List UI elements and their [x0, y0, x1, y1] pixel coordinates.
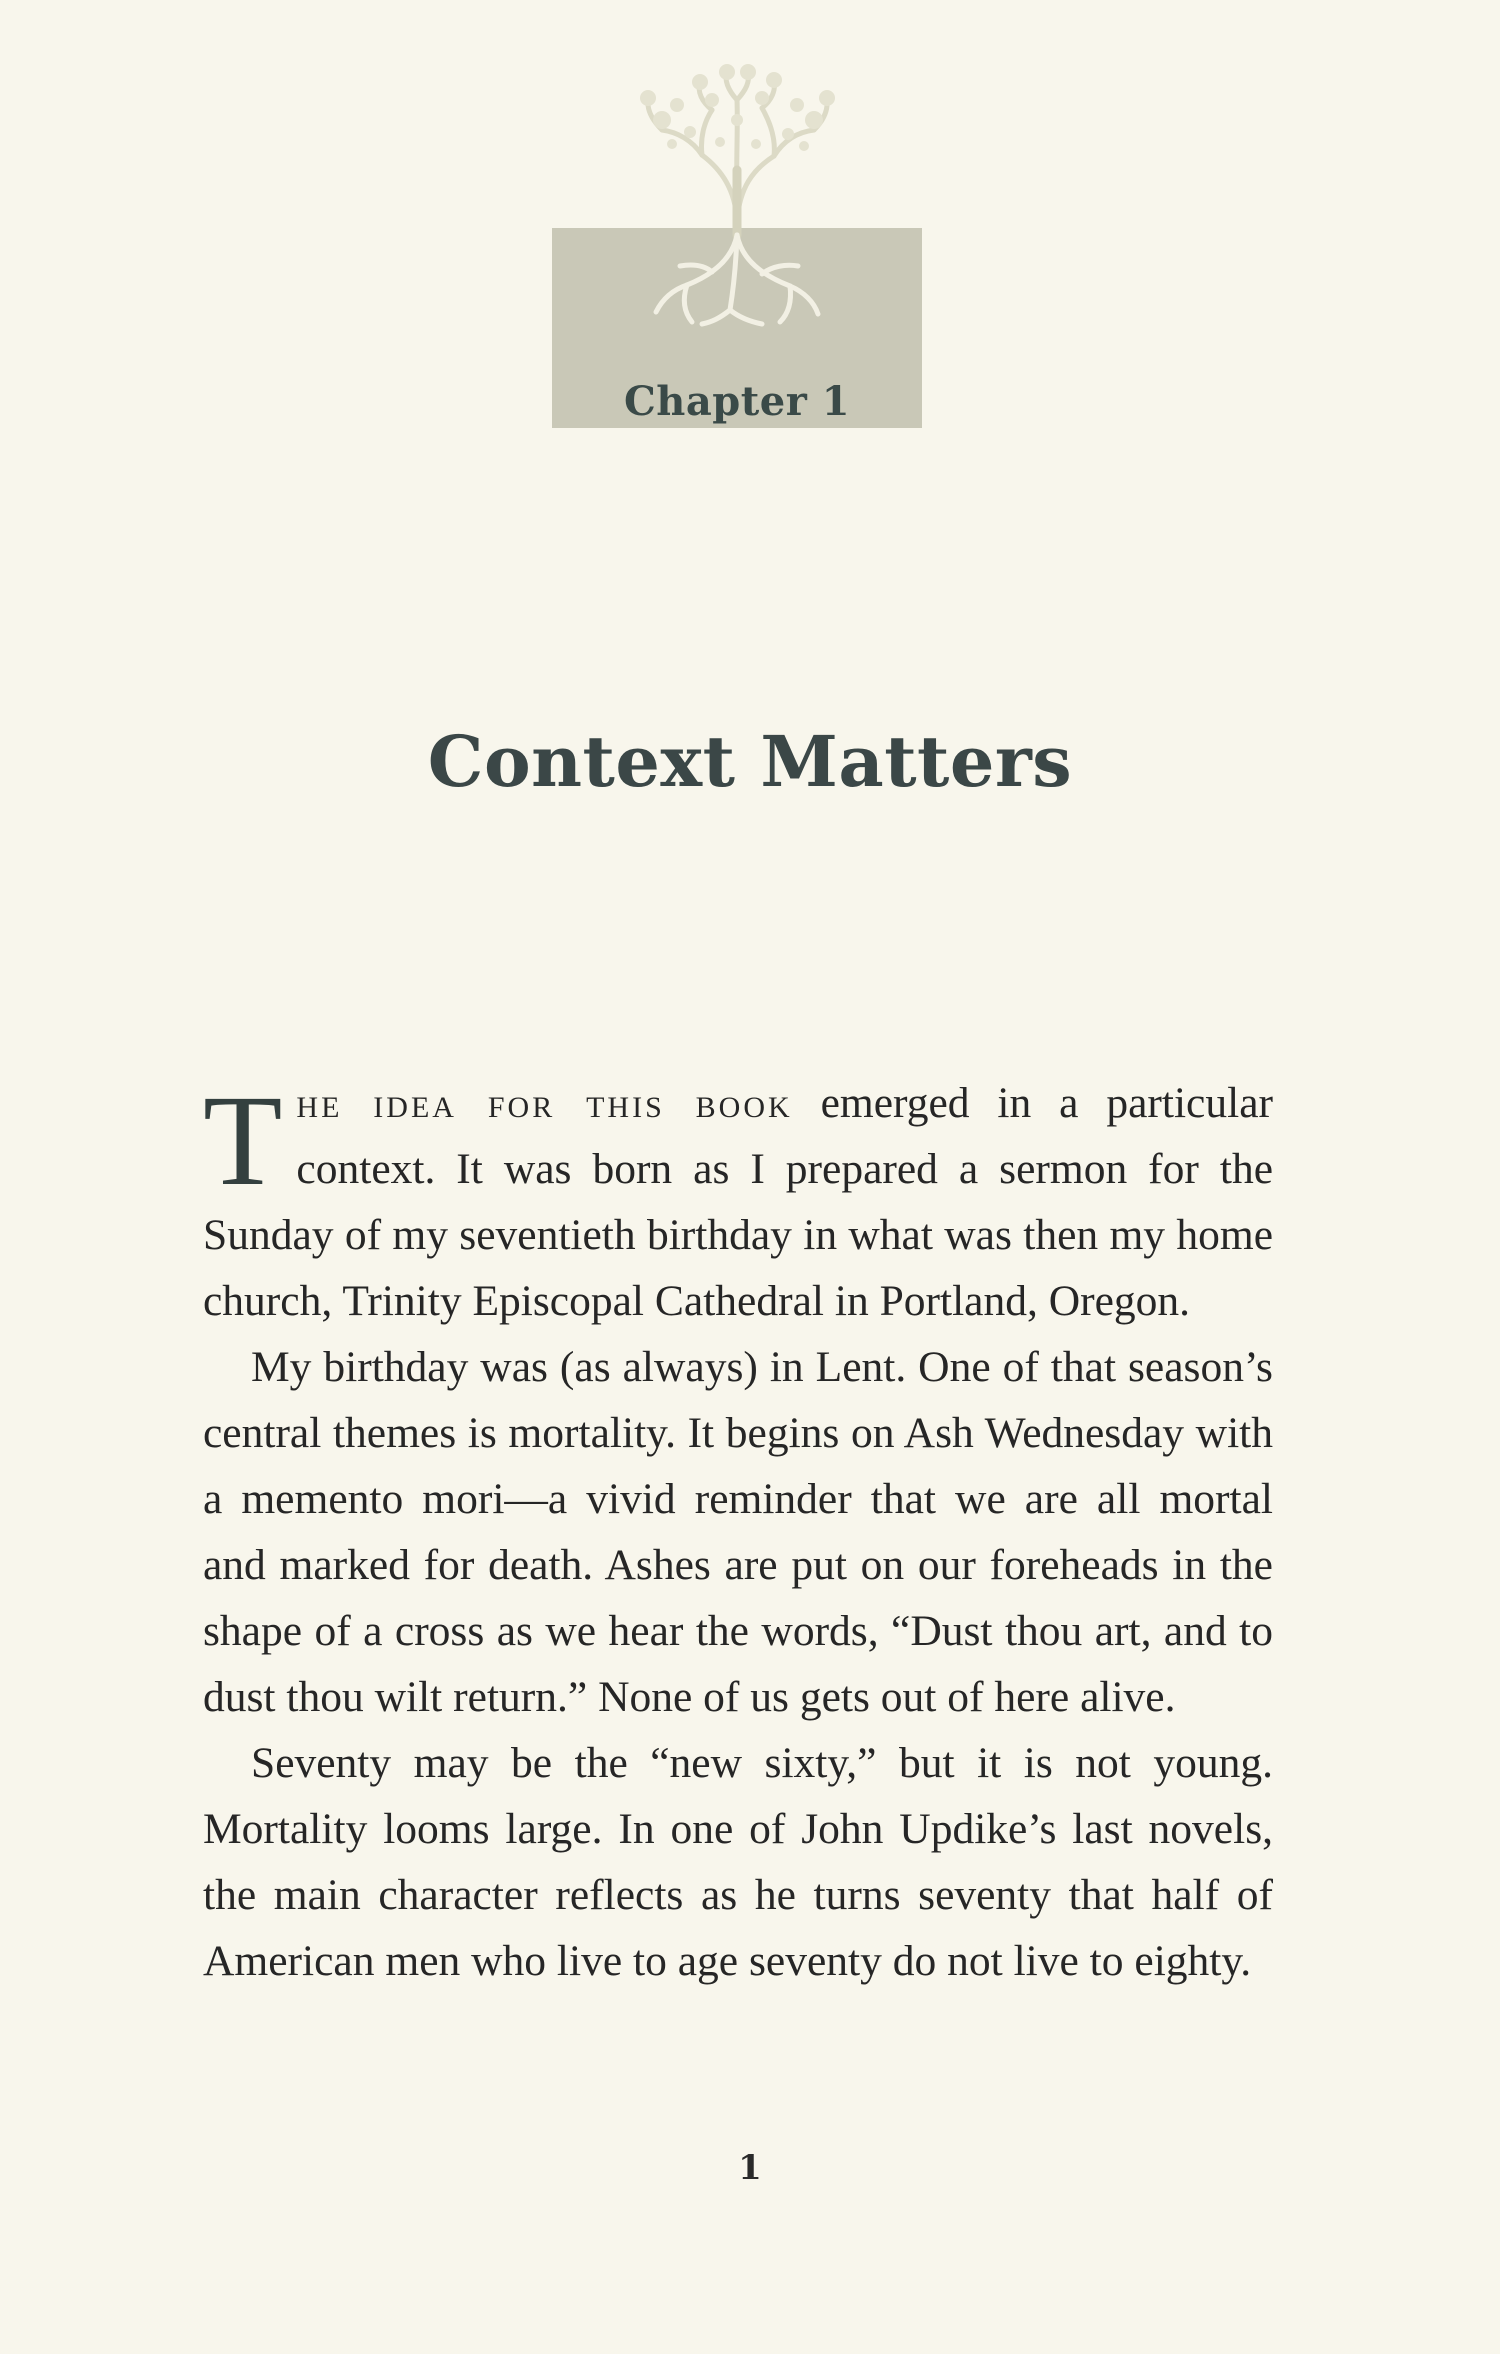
paragraph-1: [203, 1070, 1273, 1334]
chapter-label: Chapter 1: [623, 378, 851, 425]
paragraph-3: Seventy may be the “new sixty,” but it is not young. Mortality looms large. In one of John Updike’s last novels, the main character reflects as he turns seventy that half of American men who live to age seventy do not live to eighty.: [203, 1739, 1273, 1985]
paragraph-2: My birthday was (as always) in Lent. One of that season’s central themes is mortality. It begins on Ash Wednesday with a memento mori—a vivid reminder that we are all mortal and marked for death. Ashes are put on our foreheads in the shape of a cross as we hear the words, “Dust thou art, and to dust thou wilt return.” None of us gets out of here alive.: [203, 1343, 1273, 1721]
chapter-title: Context Matters: [427, 720, 1073, 803]
drop-cap: T: [203, 1069, 283, 1213]
lead-in-smallcaps: he idea for this book: [296, 1079, 793, 1127]
tree-with-roots-icon: [552, 60, 922, 360]
paragraph-1-text: emerged in a particular context. It was born as I prepared a sermon for the Sunday of my seventieth birthday in what was then my home church, Trinity Episcopal Cathedral in Portland, Oregon.: [203, 1079, 1273, 1325]
chapter-emblem: [552, 60, 922, 430]
page-number: 1: [738, 2148, 762, 2188]
body-text: [203, 1070, 1273, 1994]
